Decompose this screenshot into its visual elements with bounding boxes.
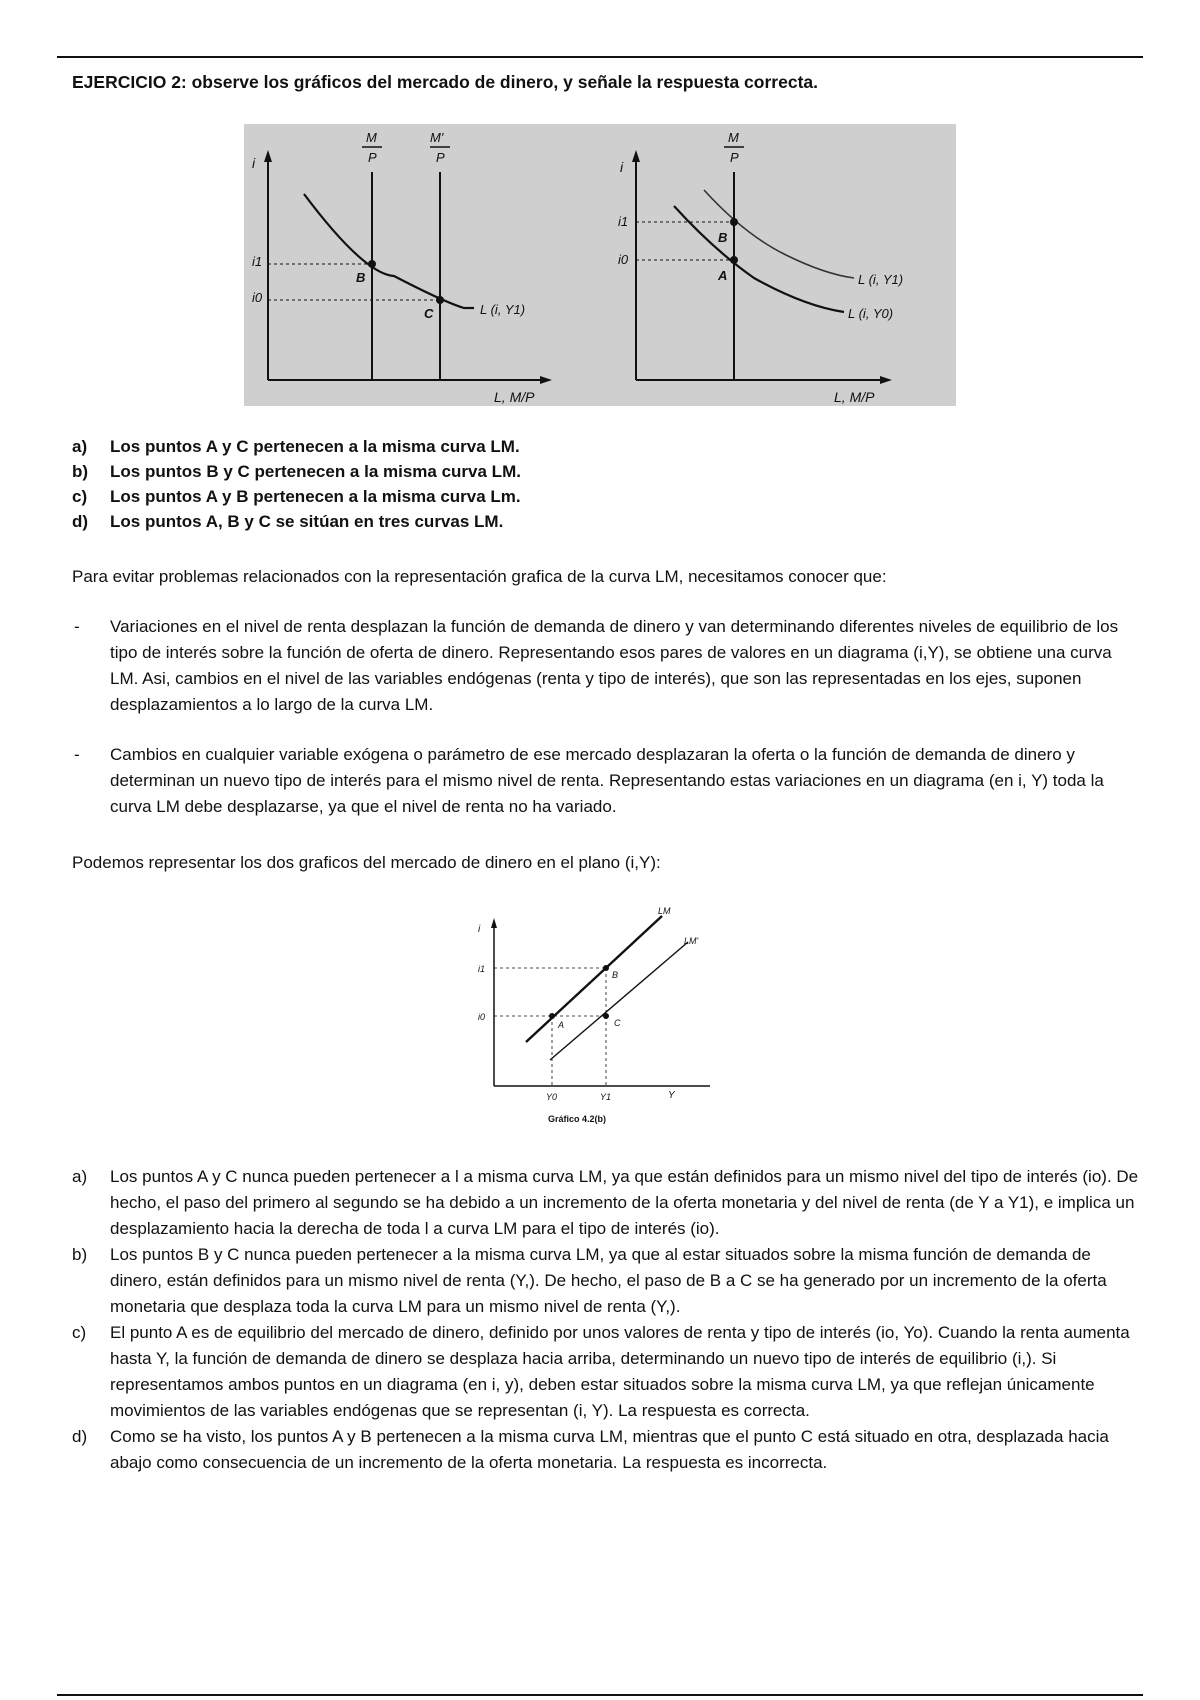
bullet-2: - Cambios en cualquier variable exógena o parámetro de ese mercado desplazaran la oferta o la función de demanda de dinero y determinan un nuevo tipo de interés para el mismo nivel de renta. Representando estas variaciones en un diagrama (en i, Y) toda la curva LM debe desplazarse, ya que el nivel de renta no ha variado. <box>74 745 1104 816</box>
left-point-b-label: B <box>356 270 366 285</box>
right-supply-num: M <box>728 130 739 145</box>
option-a: a) Los puntos A y C pertenecen a la misma curva LM. <box>72 437 520 456</box>
option-d: d) Los puntos A, B y C se sitúan en tres curvas LM. <box>72 512 504 531</box>
left-point-b-dot <box>368 260 376 268</box>
lm-caption: Gráfico 4.2(b) <box>548 1114 607 1124</box>
lm-figure <box>470 902 730 1128</box>
right-curve-1-label: L (i, Y1) <box>858 272 904 287</box>
lm-y0-label: Y0 <box>546 1092 558 1102</box>
right-x-label: L, M/P <box>834 389 875 405</box>
money-market-figure <box>244 124 956 406</box>
lm-point-b-label: B <box>612 970 619 980</box>
right-y-label: i <box>620 159 624 175</box>
right-curve-0-label: L (i, Y0) <box>848 306 894 321</box>
left-supply-2-num: M' <box>430 130 444 145</box>
lm-y1-label: Y1 <box>600 1092 612 1102</box>
left-panel <box>252 130 552 405</box>
left-i1-label: i1 <box>252 254 263 269</box>
left-point-c-dot <box>436 296 444 304</box>
option-b: b) Los puntos B y C pertenecen a la misma curva LM. <box>72 462 521 481</box>
lm-label: LM <box>658 906 671 916</box>
lm-point-c-dot <box>603 1013 609 1019</box>
lm-i0-label: i0 <box>478 1012 486 1022</box>
left-supply-2-den: P <box>436 150 445 165</box>
exercise-title: EJERCICIO 2: observe los gráficos del mercado de dinero, y señale la respuesta correcta. <box>72 72 818 92</box>
bottom-rule <box>57 1694 1143 1696</box>
answers-list <box>72 1164 1142 1476</box>
left-y-label: i <box>252 155 256 171</box>
left-supply-1-den: P <box>368 150 377 165</box>
answer-d: d) Como se ha visto, los puntos A y B pertenecen a la misma curva LM, mientras que el punto C está situado en otra, desplazada hacia abajo como consecuencia de un incremento de la oferta monetaria. La respuesta es incorrecta. <box>72 1427 1109 1472</box>
right-supply-den: P <box>730 150 739 165</box>
left-supply-1-num: M <box>366 130 377 145</box>
left-x-label: L, M/P <box>494 389 535 405</box>
lm-point-a-label: A <box>558 1020 565 1030</box>
right-point-a-label: A <box>718 268 728 283</box>
intro-paragraph: Para evitar problemas relacionados con la representación grafica de la curva LM, necesitamos conocer que: <box>72 567 887 586</box>
lm-point-b-dot <box>603 965 609 971</box>
lm-y-label: i <box>478 924 481 935</box>
left-point-c-label: C <box>424 306 434 321</box>
right-i1-label: i1 <box>618 214 629 229</box>
answer-c: c) El punto A es de equilibrio del mercado de dinero, definido por unos valores de renta y tipo de interés (io, Yo). Cuando la renta aumenta hasta Y, la función de demanda de dinero se desplaza hacia arriba, determinando un nuevo tipo de interés de equilibrio (i,). Si representamos ambos puntos en un diagrama (en i, y), deben estar situados sobre la misma curva LM, ya que reflejan únicamente movimientos de las variables endógenas que se representan (i, Y). La respuesta es correcta. <box>72 1323 1130 1420</box>
plane-intro: Podemos representar los dos graficos del mercado de dinero en el plano (i,Y): <box>72 853 661 872</box>
answer-b: b) Los puntos B y C nunca pueden pertenecer a la misma curva LM, ya que al estar situados sobre la misma función de demanda de dinero, están definidos para un mismo nivel de renta (Y,). De hecho, el paso de B a C se ha generado por un incremento de la oferta monetaria que desplaza toda la curva LM para un mismo nivel de renta (Y,). <box>72 1245 1107 1316</box>
right-demand-y0 <box>674 206 844 312</box>
lm-i1-label: i1 <box>478 964 486 974</box>
bullet-1: - Variaciones en el nivel de renta desplazan la función de demanda de dinero y van determinando diferentes niveles de equilibrio de los tipo de interés sobre la función de oferta de dinero. Representando esos pares de valores en un diagrama (i,Y), se obtiene una curva LM. Asi, cambios en el nivel de las variables endógenas (renta y tipo de interés), que son las representadas en los ejes, suponen desplazamientos a lo largo de la curva LM. <box>74 617 1119 714</box>
top-rule <box>57 56 1143 58</box>
right-i0-label: i0 <box>618 252 629 267</box>
left-demand-curve <box>304 194 474 308</box>
left-i0-label: i0 <box>252 290 263 305</box>
lm-x-label: Y <box>668 1090 675 1101</box>
right-point-a-dot <box>730 256 738 264</box>
right-point-b-dot <box>730 218 738 226</box>
lm-point-a-dot <box>549 1013 555 1019</box>
options-list <box>72 434 1132 534</box>
right-panel <box>618 130 903 405</box>
left-curve-label: L (i, Y1) <box>480 302 526 317</box>
lm-prime-label: LM' <box>684 936 699 946</box>
lm-point-c-label: C <box>614 1018 621 1028</box>
answer-a: a) Los puntos A y C nunca pueden pertenecer a l a misma curva LM, ya que están definidos para un mismo nivel del tipo de interés (io). De hecho, el paso del primero al segundo se ha debido a un incremento de la oferta monetaria y del nivel de renta (de Y a Y1), e implica un desplazamiento hacia la derecha de toda l a curva LM para el tipo de interés (io). <box>72 1167 1139 1238</box>
option-c: c) Los puntos A y B pertenecen a la misma curva Lm. <box>72 487 521 506</box>
right-point-b-label: B <box>718 230 728 245</box>
